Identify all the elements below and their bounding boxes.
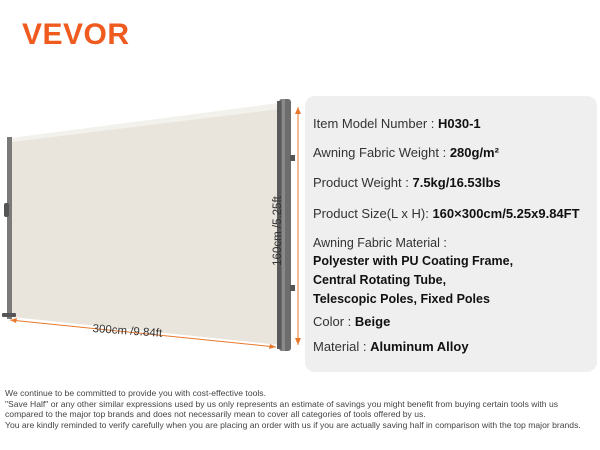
left-pole <box>7 137 12 319</box>
spec-size <box>313 206 580 221</box>
disclaimer-line: You are kindly reminded to verify carefully when you are placing an order with us if you are actually saving half in comparison with the top major brands. <box>5 419 581 430</box>
disclaimer-line: compared to the major top brands and does not necessarily mean to cover all categories of tools offered by us. <box>5 409 426 420</box>
spec-panel <box>305 96 597 372</box>
spec-color-value: Beige <box>354 314 391 329</box>
spec-product-weight-label: Product Weight : <box>313 175 413 190</box>
spec-material-line: Polyester with PU Coating Frame, <box>313 254 514 268</box>
spec-material-line: Central Rotating Tube, <box>313 273 447 287</box>
awning-drawing <box>0 95 310 360</box>
disclaimer-line: "Save Half" or any other similar expressions used by us only represents an estimate of savings you might benefit from buying certain tools with us <box>5 398 559 409</box>
spec-model-value: H030-1 <box>438 116 481 131</box>
spec-product-weight <box>313 175 501 190</box>
spec-material-label: Awning Fabric Material : <box>313 236 447 250</box>
spec-frame-material <box>313 339 469 354</box>
spec-material <box>313 236 513 309</box>
spec-fabric-weight-label: Awning Fabric Weight : <box>313 145 450 160</box>
spec-color-label: Color : <box>313 314 355 329</box>
width-dimension-label: 300cm /9.84ft <box>92 323 163 340</box>
spec-fabric-weight <box>313 145 499 160</box>
spec-product-weight-value: 7.5kg/16.53lbs <box>412 175 501 190</box>
disclaimer <box>5 388 597 430</box>
spec-fabric-weight-value: 280g/m² <box>449 145 499 160</box>
spec-model-label: Item Model Number : <box>313 116 438 131</box>
disclaimer-line: We continue to be committed to provide you with cost-effective tools. <box>5 388 266 398</box>
spec-model <box>313 116 481 131</box>
height-dimension-label: 160cm /5.25ft <box>272 196 284 266</box>
spec-color <box>313 314 390 329</box>
product-illustration <box>0 95 310 360</box>
vevor-logo: VEVOR <box>22 18 130 51</box>
spec-frame-material-value: Aluminum Alloy <box>370 339 469 354</box>
spec-size-label: Product Size(L x H): <box>313 206 433 221</box>
spec-frame-material-label: Material : <box>313 339 371 354</box>
spec-material-line: Telescopic Poles, Fixed Poles <box>313 292 490 306</box>
spec-size-value: 160×300cm/5.25x9.84FT <box>432 206 580 221</box>
awning-fabric <box>12 103 280 345</box>
